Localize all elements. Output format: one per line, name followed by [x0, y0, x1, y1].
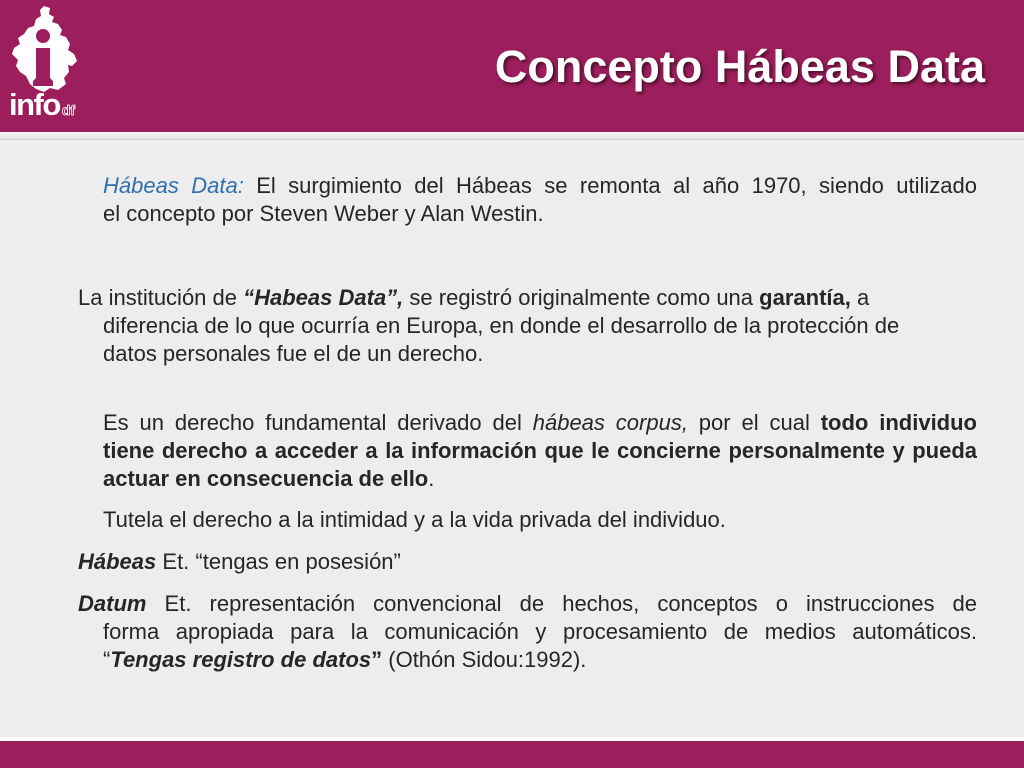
paragraph-habeas-etymology: [78, 548, 977, 576]
emphasis-consecuencia: actuar en consecuencia de ello: [103, 466, 429, 491]
header-separator: [0, 132, 1024, 140]
text-line: [103, 618, 977, 646]
text-line: [103, 506, 977, 534]
text-run: Es un derecho fundamental derivado del: [103, 410, 533, 435]
emphasis-habeas-data: “Habeas Data”,: [243, 285, 404, 310]
logo-wordmark-info: info: [9, 87, 60, 122]
text-run: el concepto por Steven Weber y Alan Westin.: [103, 201, 544, 226]
text-line: [103, 646, 977, 674]
text-run: se registró originalmente como una: [403, 285, 760, 310]
text-line: [78, 284, 977, 312]
close-quote: ”: [371, 647, 383, 672]
text-line: [103, 409, 977, 437]
header-band: [0, 0, 1024, 132]
text-run: forma apropiada para la comunicación y procesamiento de medios automáticos.: [103, 619, 977, 644]
term-habeas-corpus: hábeas corpus,: [532, 410, 688, 435]
text-run: La institución de: [78, 285, 244, 310]
text-run: diferencia de lo que ocurría en Europa, en donde el desarrollo de la protección de: [103, 313, 900, 338]
text-run: .: [428, 466, 435, 491]
paragraph-habeas-data-origin: [78, 172, 977, 228]
emphasis-todo-individuo: todo individuo: [820, 410, 977, 435]
footer-band: [0, 741, 1024, 768]
open-quote: “: [103, 647, 111, 672]
text-line: [103, 437, 977, 465]
text-run: datos personales fue el de un derecho.: [103, 341, 484, 366]
text-line: [103, 465, 977, 493]
term-habeas-data: Hábeas Data:: [103, 173, 244, 198]
text-run: a: [850, 285, 870, 310]
paragraph-datum-etymology: [78, 590, 977, 674]
slide-title: Concepto Hábeas Data: [494, 41, 985, 92]
text-run: El surgimiento del Hábeas se remonta al año 1970, siendo utilizado: [243, 173, 977, 198]
text-run: Et. representación convencional de hechos, conceptos o instrucciones de: [146, 591, 977, 616]
term-datum: Datum: [78, 591, 147, 616]
text-line: [103, 312, 977, 340]
paragraph-institucion: [78, 284, 977, 368]
citation-definition: Tengas registro de datos: [110, 647, 372, 672]
text-run: por el cual: [687, 410, 821, 435]
text-run: Tutela el derecho a la intimidad y a la vida privada del individuo.: [103, 507, 726, 532]
term-habeas: Hábeas: [78, 549, 157, 574]
logo-wordmark-df: df: [61, 102, 76, 118]
citation-source: (Othón Sidou:1992).: [382, 647, 587, 672]
logo-wordmark: [9, 88, 75, 127]
text-line: [78, 590, 977, 618]
text-line: [103, 340, 977, 368]
emphasis-garantia: garantía,: [759, 285, 851, 310]
text-run: Et. “tengas en posesión”: [156, 549, 401, 574]
paragraph-derecho-fundamental: [78, 409, 977, 493]
letter-i-stem: [33, 48, 53, 86]
text-line: [103, 172, 977, 200]
text-line: [103, 200, 977, 228]
text-line: [78, 548, 977, 576]
paragraph-tutela: [78, 506, 977, 534]
letter-i-dot: [36, 29, 50, 43]
emphasis-derecho-acceso: tiene derecho a acceder a la información que le concierne personalmente y pueda: [103, 438, 977, 463]
cdmx-map-i-icon: [8, 4, 80, 96]
